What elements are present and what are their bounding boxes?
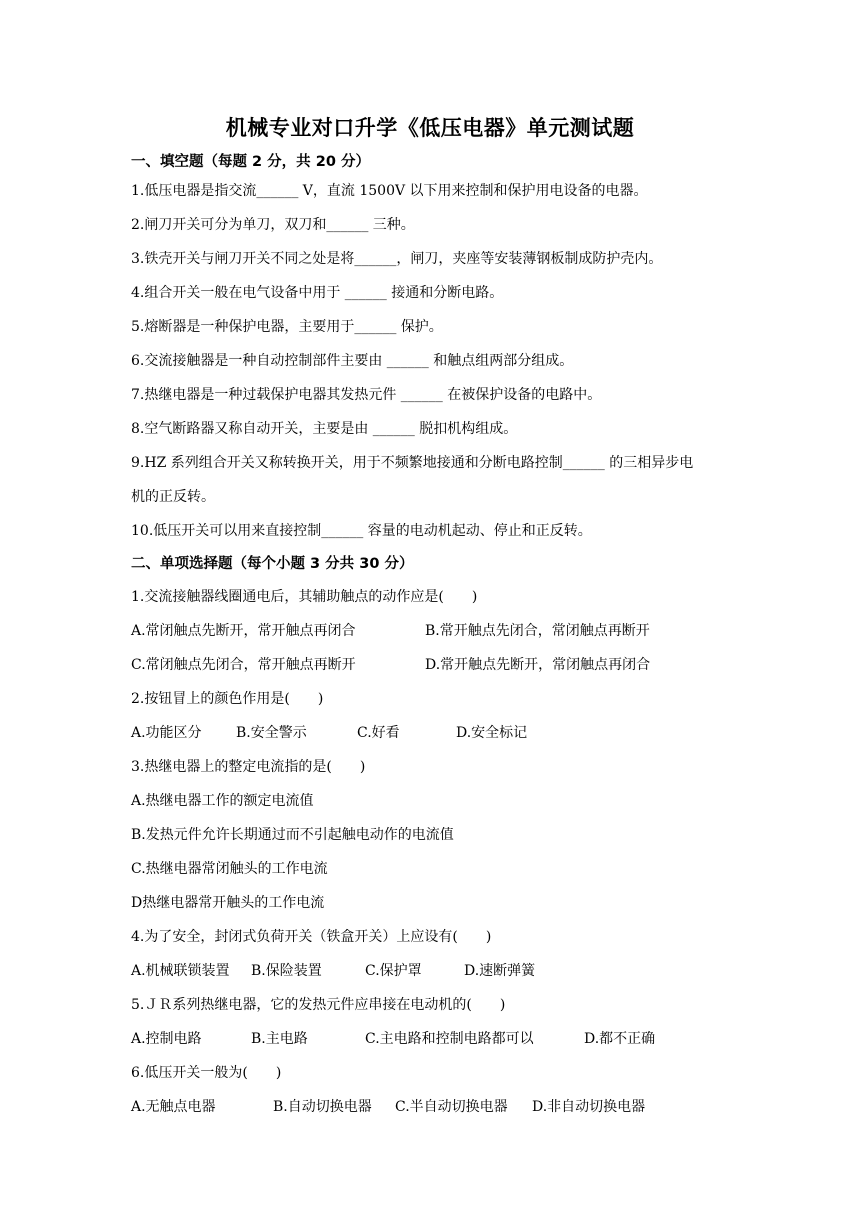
q1-option-c: C.常闭触点先闭合，常开触点再断开	[131, 657, 356, 673]
fill-blank-question-3: 3.铁壳开关与闸刀开关不同之处是将______，闸刀，夹座等安装薄钢板制成防护壳内。	[131, 251, 663, 267]
fill-blank-question-9: 9.HZ 系列组合开关又称转换开关，用于不频繁地接通和分断电路控制______ 的三相异步电	[131, 455, 694, 471]
choice-question-1: 1.交流接触器线圈通电后，其辅助触点的动作应是( )	[131, 589, 478, 605]
q2-option-d: D.安全标记	[456, 725, 528, 741]
q5-option-d: D.都不正确	[584, 1031, 656, 1047]
q2-option-a: A.功能区分	[131, 725, 202, 741]
fill-blank-question-7: 7.热继电器是一种过载保护电器其发热元件 ______ 在被保护设备的电路中。	[131, 387, 602, 403]
fill-blank-question-8: 8.空气断路器又称自动开关，主要是由 ______ 脱扣机构组成。	[131, 421, 518, 437]
fill-blank-question-2: 2.闸刀开关可分为单刀，双刀和______ 三种。	[131, 217, 415, 233]
q6-option-b: B.自动切换电器	[273, 1099, 372, 1115]
q1-option-b: B.常开触点先闭合，常闭触点再断开	[425, 623, 650, 639]
fill-blank-question-6: 6.交流接触器是一种自动控制部件主要由 ______ 和触点组两部分组成。	[131, 353, 574, 369]
q4-option-c: C.保护罩	[365, 963, 422, 979]
choice-question-6: 6.低压开关一般为( )	[131, 1065, 282, 1081]
fill-blank-question-5: 5.熔断器是一种保护电器，主要用于______ 保护。	[131, 319, 443, 335]
fill-blank-question-1: 1.低压电器是指交流______ V，直流 1500V 以下用来控制和保护用电设备的电器。	[131, 183, 648, 199]
q2-option-b: B.安全警示	[236, 725, 307, 741]
fill-blank-question-10: 10.低压开关可以用来直接控制______ 容量的电动机起动、停止和正反转。	[131, 523, 592, 539]
q5-option-b: B.主电路	[251, 1031, 308, 1047]
choice-question-3: 3.热继电器上的整定电流指的是( )	[131, 759, 366, 775]
fill-blank-question-9-continued: 机的正反转。	[131, 489, 215, 505]
q6-option-c: C.半自动切换电器	[395, 1099, 508, 1115]
q4-option-a: A.机械联锁装置	[131, 963, 230, 979]
q3-option-b: B.发热元件允许长期通过而不引起触电动作的电流值	[131, 827, 454, 843]
document-title: 机械专业对口升学《低压电器》单元测试题	[225, 116, 635, 140]
q3-option-d: D热继电器常开触头的工作电流	[131, 895, 325, 911]
q1-option-a: A.常闭触点先断开，常开触点再闭合	[131, 623, 356, 639]
section-heading-single-choice: 二、单项选择题（每个小题 3 分共 30 分）	[131, 556, 414, 572]
choice-question-5: 5.ＪＲ系列热继电器，它的发热元件应串接在电动机的( )	[131, 997, 506, 1013]
fill-blank-question-4: 4.组合开关一般在电气设备中用于 ______ 接通和分断电路。	[131, 285, 504, 301]
q4-option-b: B.保险装置	[251, 963, 322, 979]
q5-option-a: A.控制电路	[131, 1031, 202, 1047]
choice-question-4: 4.为了安全，封闭式负荷开关（铁盒开关）上应设有( )	[131, 929, 492, 945]
q1-option-d: D.常开触点先断开，常闭触点再闭合	[425, 657, 651, 673]
q3-option-c: C.热继电器常闭触头的工作电流	[131, 861, 328, 877]
q3-option-a: A.热继电器工作的额定电流值	[131, 793, 314, 809]
section-heading-fill-blank: 一、填空题（每题 2 分，共 20 分）	[131, 154, 370, 170]
q4-option-d: D.速断弹簧	[464, 963, 536, 979]
q5-option-c: C.主电路和控制电路都可以	[365, 1031, 534, 1047]
q6-option-a: A.无触点电器	[131, 1099, 216, 1115]
q2-option-c: C.好看	[357, 725, 400, 741]
choice-question-2: 2.按钮冒上的颜色作用是( )	[131, 691, 324, 707]
q6-option-d: D.非自动切换电器	[532, 1099, 646, 1115]
